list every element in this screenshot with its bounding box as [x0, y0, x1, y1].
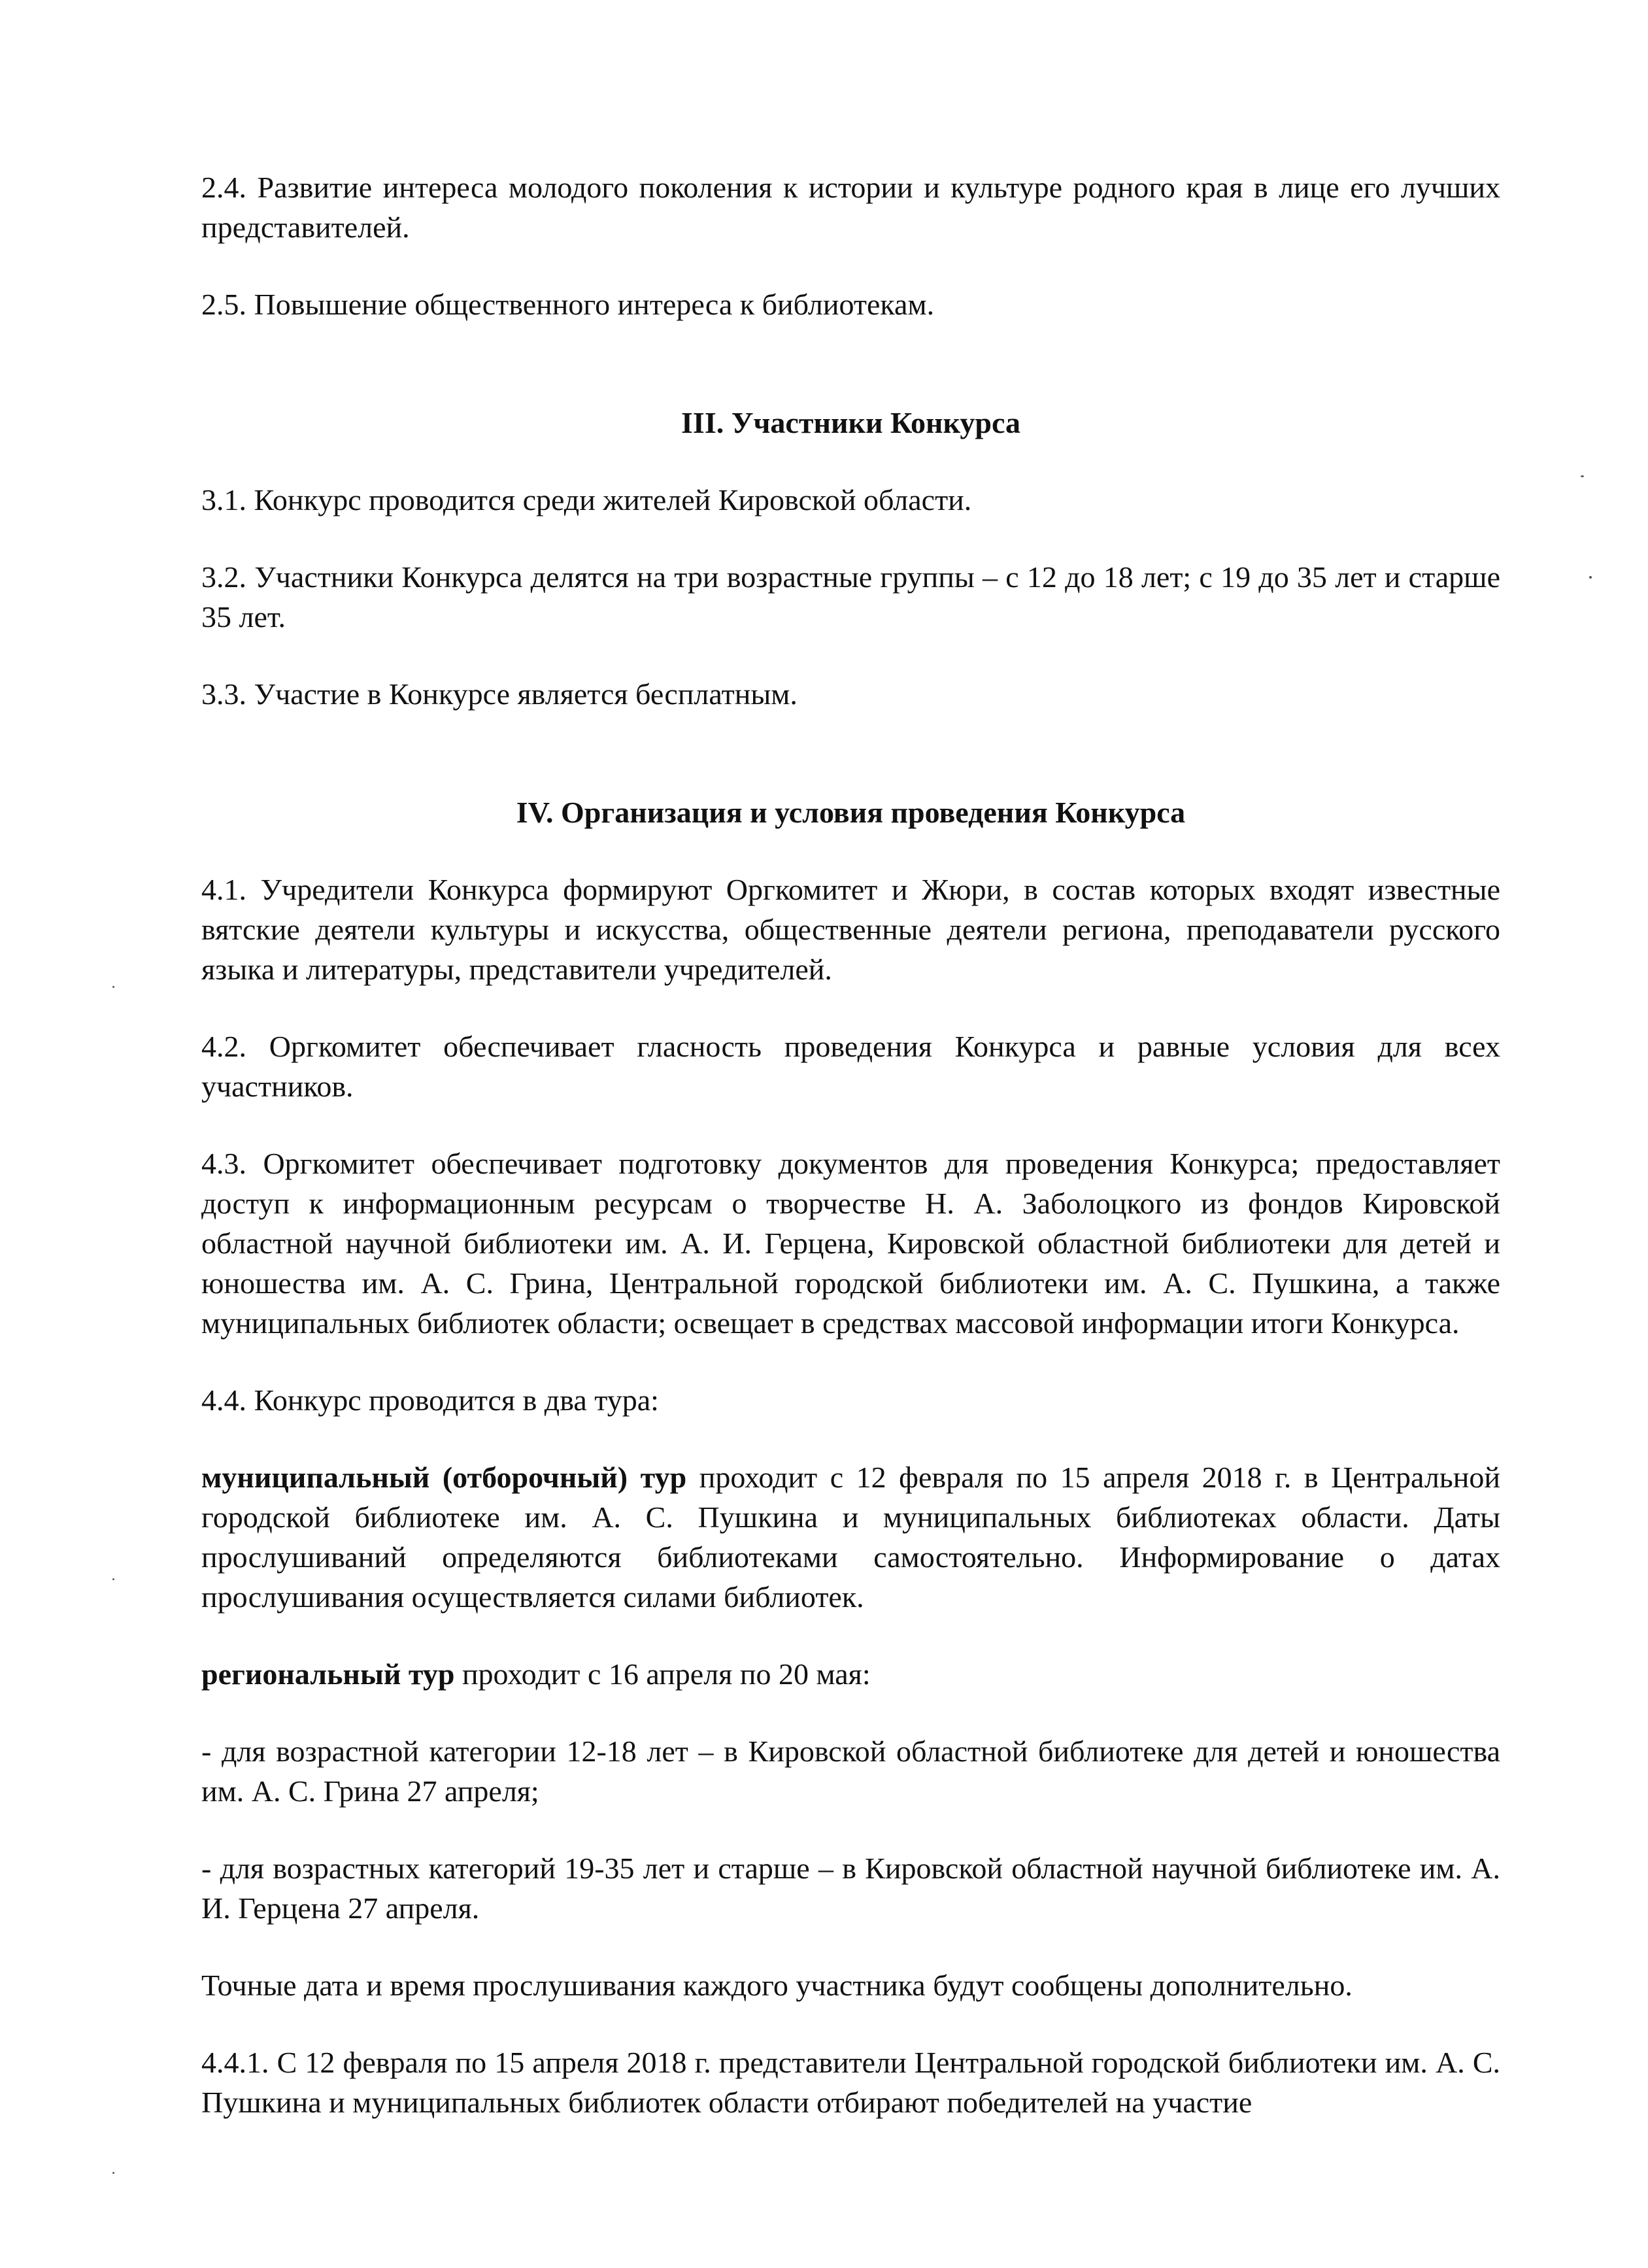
scan-speck [1581, 475, 1584, 477]
paragraph-3-3: 3.3. Участие в Конкурсе является бесплатным. [201, 677, 798, 711]
age-group-19-35-paragraph: - для возрастных категорий 19-35 лет и старше – в Кировской областной научной библиотеке им. А. И. Герцена 27 апреля. [201, 1852, 1500, 1925]
age-group-12-18-paragraph: - для возрастной категории 12-18 лет – в Кировской областной библиотеке для детей и юношества им. А. С. Грина 27 апреля; [201, 1735, 1500, 1808]
municipal-tour-text: проходит с 12 февраля по 15 апреля 2018 г. в Центральной городской библиотеке им. А. С. Пушкина и муниципальных библиотеках области. Даты прослушиваний определяются библиотеками самостоятельно. Информирование о датах прослушивания осуществляется силами библиотек. [201, 1461, 1500, 1614]
exact-dates-paragraph: Точные дата и время прослушивания каждого участника будут сообщены дополнительно. [201, 1969, 1353, 2002]
paragraph-4-2: 4.2. Оргкомитет обеспечивает гласность проведения Конкурса и равные условия для всех участников. [201, 1030, 1500, 1103]
scan-speck [1589, 576, 1592, 579]
section-3-heading: III. Участники Конкурса [681, 406, 1020, 439]
paragraph-4-3: 4.3. Оргкомитет обеспечивает подготовку документов для проведения Конкурса; предоставляет доступ к информационным ресурсам о творчестве Н. А. Заболоцкого из фондов Кировской областной научной библиотеки им. А. И. Герцена, Кировской областной библиотеки для детей и юношества им. А. С. Грина, Центральной городской библиотеки им. А. С. Пушкина, а также муниципальных библиотек области; освещает в средствах массовой информации итоги Конкурса. [201, 1147, 1500, 1340]
paragraph-2-5: 2.5. Повышение общественного интереса к библиотекам. [201, 288, 935, 321]
paragraph-4-1: 4.1. Учредители Конкурса формируют Оргкомитет и Жюри, в состав которых входят известные вятские деятели культуры и искусства, общественные деятели региона, преподаватели русского языка и литературы, представители учредителей. [201, 873, 1500, 986]
paragraph-3-1: 3.1. Конкурс проводится среди жителей Кировской области. [201, 483, 972, 516]
regional-tour-text: проходит с 16 апреля по 20 мая: [454, 1657, 871, 1691]
paragraph-3-2: 3.2. Участники Конкурса делятся на три возрастные группы – с 12 до 18 лет; с 19 до 35 лет и старше 35 лет. [201, 560, 1500, 634]
paragraph-4-4-1: 4.4.1. С 12 февраля по 15 апреля 2018 г. представители Центральной городской библиотеки им. А. С. Пушкина и муниципальных библиотек области отбирают победителей на участие [201, 2046, 1500, 2119]
scan-speck [112, 986, 114, 988]
scan-speck [112, 2172, 114, 2174]
paragraph-4-4: 4.4. Конкурс проводится в два тура: [201, 1383, 659, 1417]
municipal-tour-paragraph [201, 1457, 1500, 1617]
regional-tour-label: региональный тур [201, 1657, 455, 1691]
scan-speck [112, 1578, 114, 1580]
section-4-heading: IV. Организация и условия проведения Конкурса [516, 796, 1186, 829]
document-body [201, 167, 1500, 2122]
paragraph-2-4: 2.4. Развитие интереса молодого поколения к истории и культуре родного края в лице его лучших представителей. [201, 171, 1500, 244]
municipal-tour-label: муниципальный (отборочный) тур [201, 1461, 687, 1494]
regional-tour-paragraph [201, 1654, 1500, 1694]
